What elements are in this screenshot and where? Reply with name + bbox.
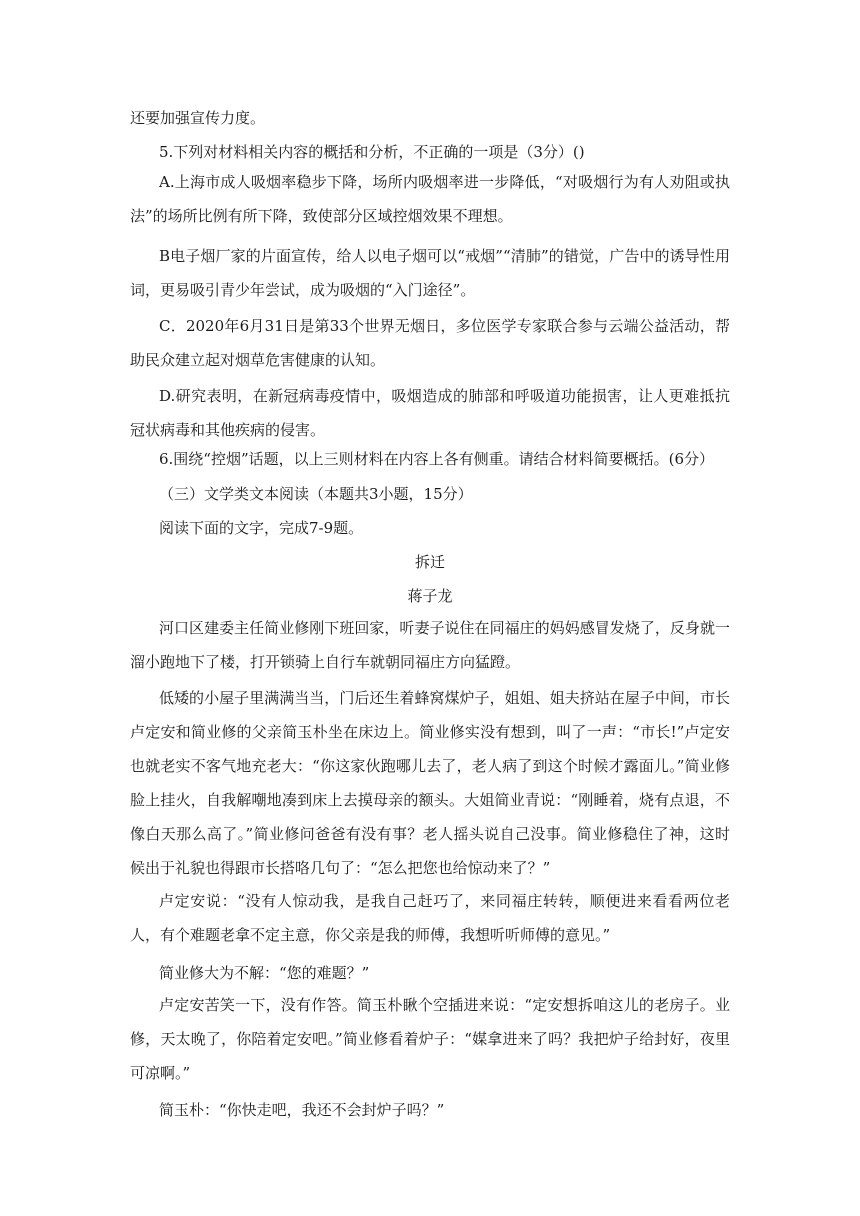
story-paragraph-6: 简玉朴：“你快走吧，我还不会封炉子吗？”	[159, 1101, 445, 1119]
story-paragraph-2: 低矮的小屋子里满满当当，门后还生着蜂窝煤炉子，姐姐、姐夫挤站在屋子中间，市长卢定安和简业修的父亲简玉朴坐在床边上。简业修实没有想到，叫了一声：“市长!”卢定安也就老实不客气地充老大：“你这家伙跑哪儿去了，老人病了到这个时候才露面儿。”简业修脸上挂火，自我解嘲地凑到床上去摸母亲的额头。大姐简业青说：“刚睡着，烧有点退，不像白天那么高了。”简业修问爸爸有没有事？老人摇头说自己没事。简业修稳住了神，这时候出于礼貌也得跟市长搭咯几句了：“怎么把您也给惊动来了？”	[130, 689, 730, 877]
story-title: 拆迁	[414, 553, 445, 571]
story-paragraph-5: 卢定安苦笑一下，没有作答。简玉朴瞅个空插进来说：“定安想拆咱这儿的老房子。业修，天太晚了，你陪着定安吧。”简业修看着炉子：“媒拿进来了吗？我把炉子给封好，夜里可凉啊。”	[130, 996, 730, 1082]
option-b: B电子烟厂家的片面宣传，给人以电子烟可以“戒烟”“清肺”的错觉，广告中的诱导性用词，更易吸引青少年尝试，成为吸烟的“入门途径”。	[130, 247, 730, 299]
story-paragraph-1: 河口区建委主任简业修刚下班回家，听妻子说住在同福庄的妈妈感冒发烧了，反身就一溜小跑地下了楼，打开锁骑上自行车就朝同福庄方向猛蹬。	[130, 619, 730, 671]
story-paragraph-3: 卢定安说：“没有人惊动我，是我自己赶巧了，来同福庄转转，顺便进来看看两位老人，有个难题老拿不定主意，你父亲是我的师傅，我想听听师傅的意见。”	[130, 892, 730, 944]
story-author: 蒋子龙	[407, 587, 453, 605]
reading-instruction: 阅读下面的文字，完成7-9题。	[159, 519, 364, 537]
option-c: C．2020年6月31日是第33个世界无烟日，多位医学专家联合参与云端公益活动，帮助民众建立起对烟草危害健康的认知。	[130, 317, 730, 369]
question-5: 5.下列对材料相关内容的概括和分析，不正确的一项是（3分）()	[159, 143, 585, 161]
story-paragraph-4: 简业修大为不解：“您的难题？”	[159, 964, 370, 982]
section-heading: （三）文学类文本阅读（本题共3小题，15分）	[159, 485, 473, 503]
text-line: 还要加强宣传力度。	[130, 109, 266, 127]
option-d: D.研究表明，在新冠病毒疫情中，吸烟造成的肺部和呼吸道功能损害，让人更难抵抗冠状病毒和其他疾病的侵害。	[130, 387, 730, 439]
question-6: 6.围绕“控烟”话题，以上三则材料在内容上各有侧重。请结合材料简要概括。(6分）	[159, 450, 715, 468]
option-a: A.上海市成人吸烟率稳步下降，场所内吸烟率进一步降低，“对吸烟行为有人劝阻或执法”的场所比例有所下降，致使部分区域控烟效果不理想。	[130, 173, 730, 225]
